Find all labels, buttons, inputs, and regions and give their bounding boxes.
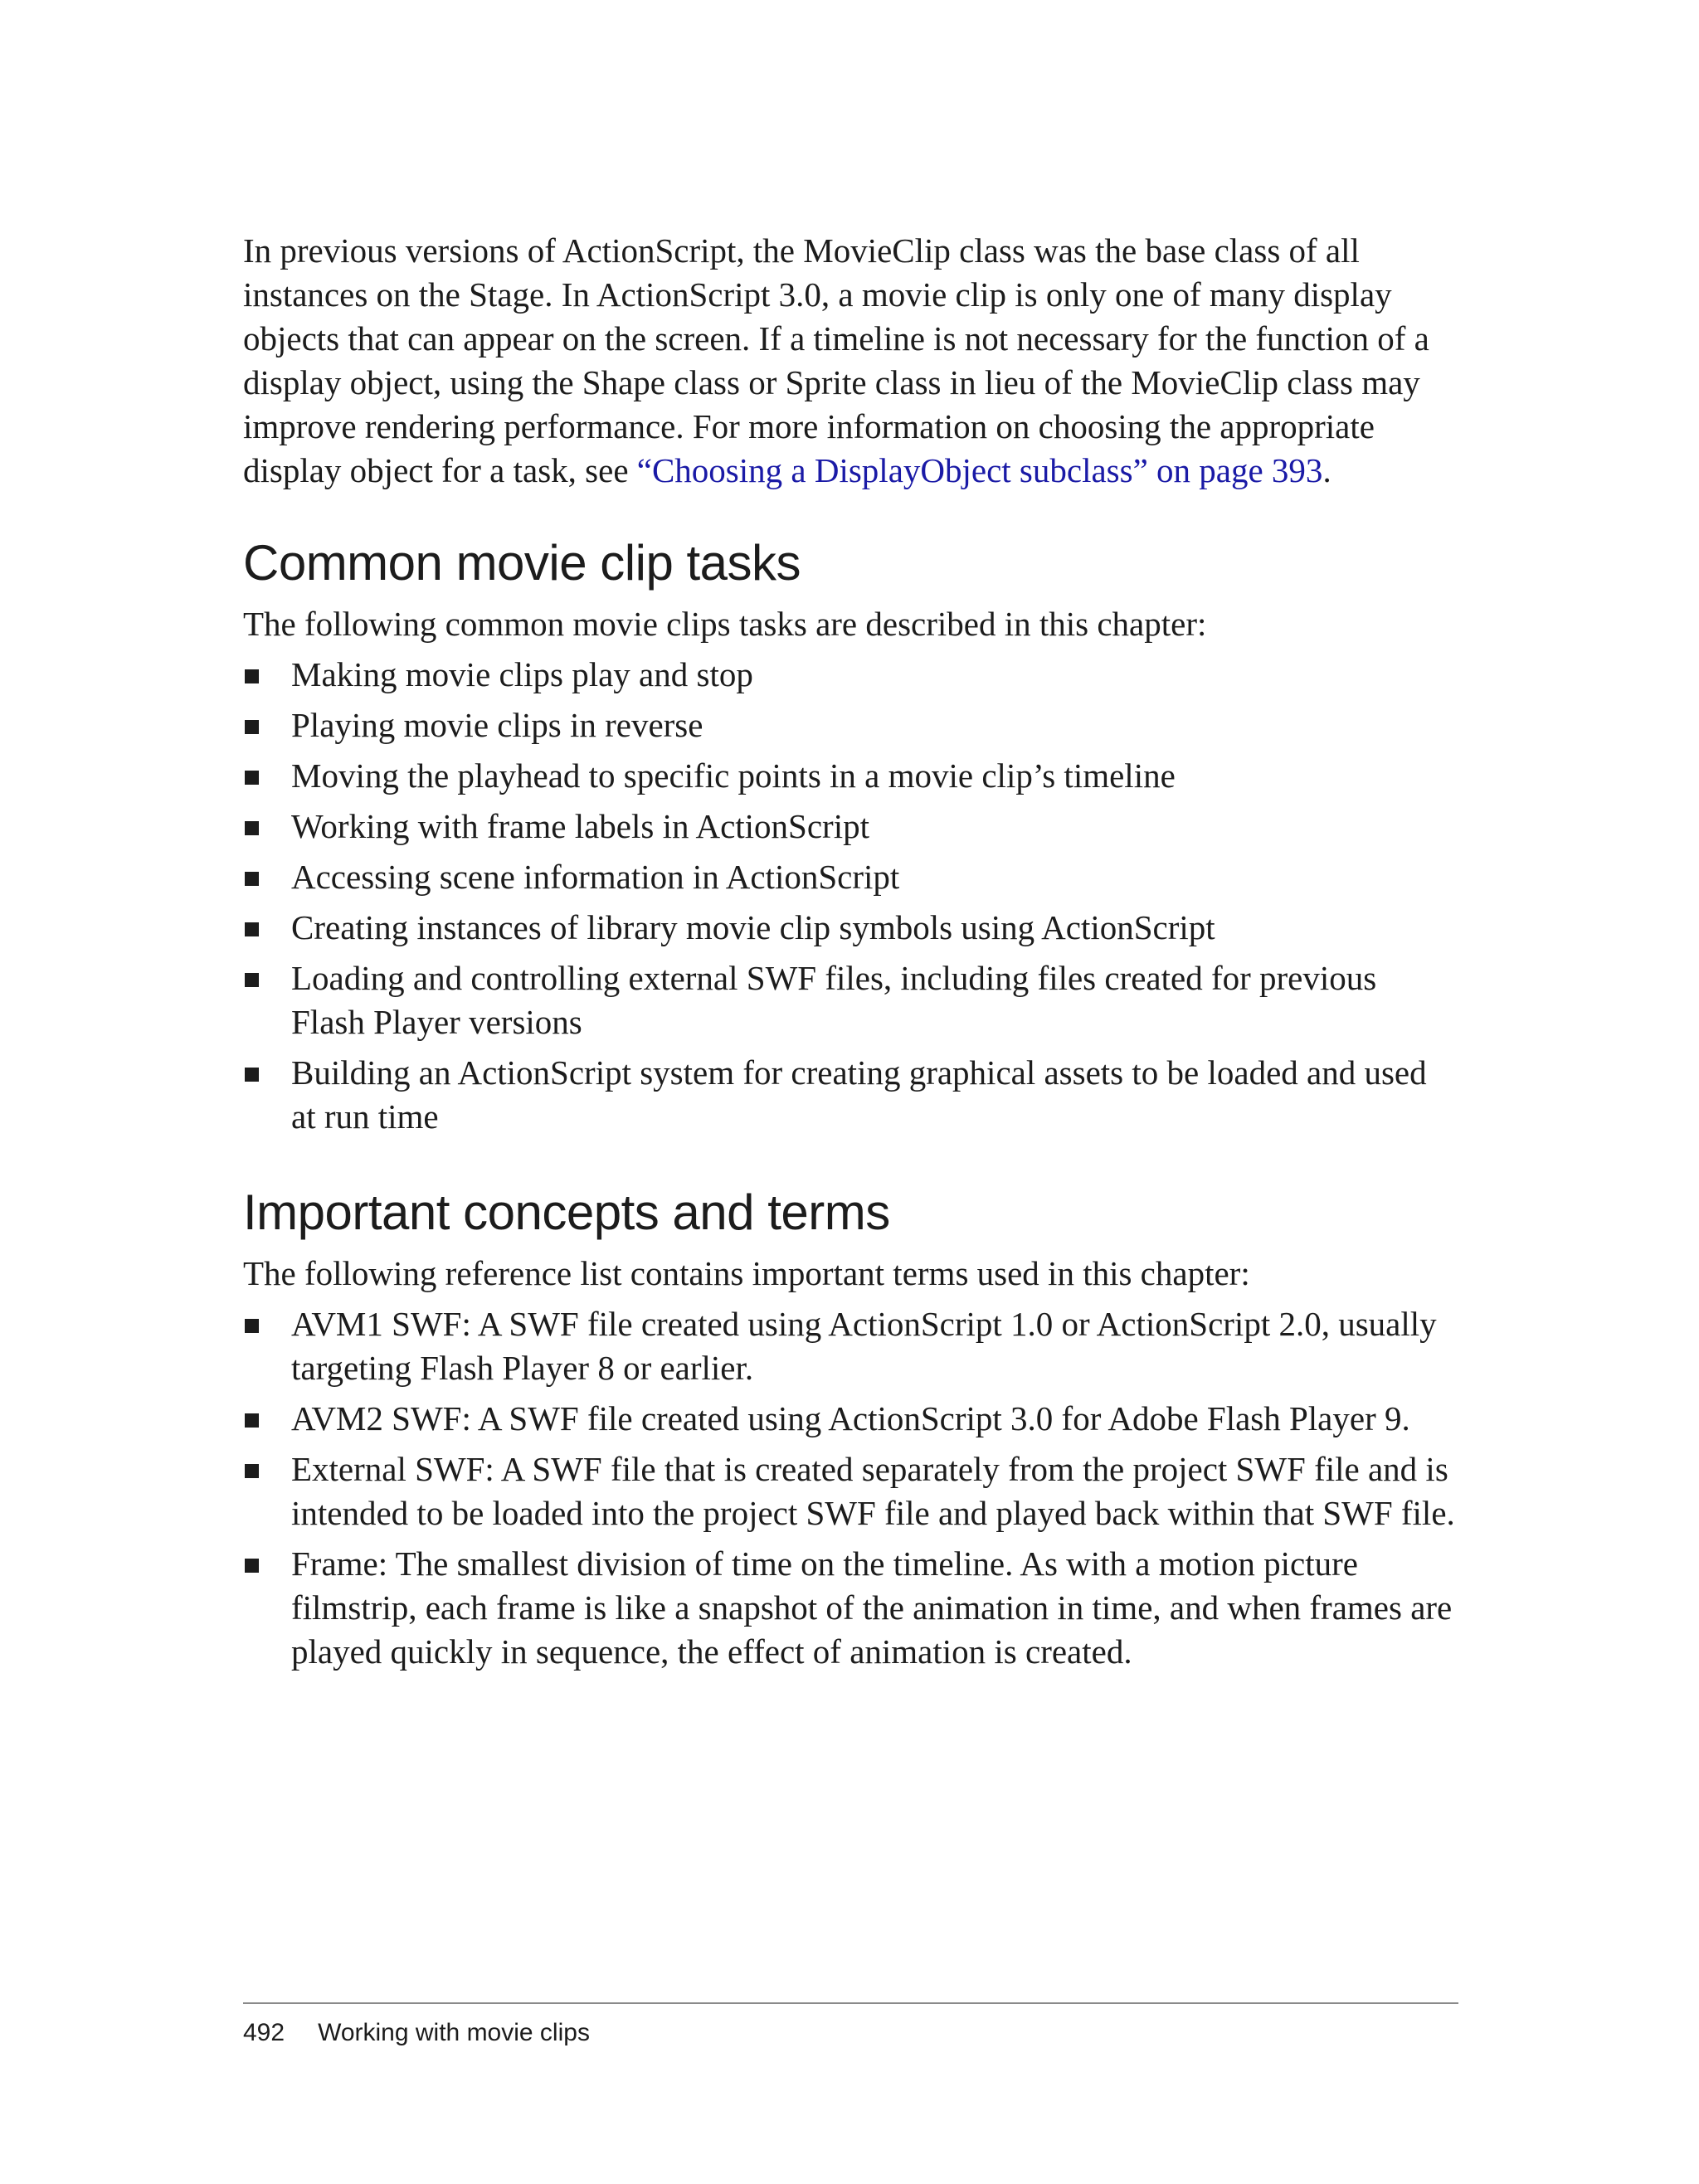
page-number: 492 (243, 2019, 285, 2046)
terms-list (243, 1302, 1456, 1674)
intro-text: In previous versions of ActionScript, the MovieClip class was the base class of all instances on the Stage. In ActionScript 3.0, a movie clip is only one of many display objects that can appear on the screen. If a timeline is not necessary for the function of a display object, using the Shape class or Sprite class in lieu of the MovieClip class may improve rendering performance. For more information on choosing the appropriate display object for a task, see (243, 231, 1429, 489)
list-item: AVM1 SWF: A SWF file created using ActionScript 1.0 or ActionScript 2.0, usually targeting Flash Player 8 or earlier. (243, 1302, 1456, 1390)
square-bullet-icon (245, 669, 259, 683)
square-bullet-icon (245, 973, 259, 987)
list-item: Working with frame labels in ActionScript (243, 805, 1456, 849)
list-item: Creating instances of library movie clip symbols using ActionScript (243, 906, 1456, 950)
footer-divider (243, 2002, 1458, 2004)
list-item: Making movie clips play and stop (243, 653, 1456, 697)
tasks-list (243, 653, 1456, 1139)
list-item: Playing movie clips in reverse (243, 703, 1456, 747)
list-item: AVM2 SWF: A SWF file created using ActionScript 3.0 for Adobe Flash Player 9. (243, 1397, 1456, 1441)
square-bullet-icon (245, 1319, 259, 1333)
list-item: Frame: The smallest division of time on the timeline. As with a motion picture filmstrip, each frame is like a snapshot of the animation in time, and when frames are played quickly in sequence, the effect of animation is created. (243, 1542, 1456, 1674)
list-item: External SWF: A SWF file that is created separately from the project SWF file and is intended to be loaded into the project SWF file and played back within that SWF file. (243, 1447, 1456, 1535)
list-item: Moving the playhead to specific points in a movie clip’s timeline (243, 754, 1456, 798)
chapter-title: Working with movie clips (318, 2019, 590, 2046)
square-bullet-icon (245, 1413, 259, 1428)
list-item: Accessing scene information in ActionScript (243, 855, 1456, 899)
heading-concepts-terms: Important concepts and terms (243, 1184, 890, 1240)
square-bullet-icon (245, 872, 259, 886)
intro-paragraph (243, 229, 1456, 493)
square-bullet-icon (245, 821, 259, 835)
intro-end: . (1322, 451, 1331, 489)
square-bullet-icon (245, 720, 259, 734)
terms-lead: The following reference list contains important terms used in this chapter: (243, 1254, 1250, 1292)
page-footer (243, 2016, 590, 2050)
square-bullet-icon (245, 1559, 259, 1573)
square-bullet-icon (245, 1464, 259, 1478)
square-bullet-icon (245, 1068, 259, 1082)
heading-common-tasks: Common movie clip tasks (243, 535, 801, 591)
tasks-lead: The following common movie clips tasks are described in this chapter: (243, 605, 1207, 643)
square-bullet-icon (245, 922, 259, 936)
list-item: Loading and controlling external SWF files, including files created for previous Flash Player versions (243, 956, 1456, 1044)
list-item: Building an ActionScript system for creating graphical assets to be loaded and used at run time (243, 1051, 1456, 1139)
page-content (243, 229, 1456, 1681)
square-bullet-icon (245, 771, 259, 785)
cross-reference-link[interactable]: “Choosing a DisplayObject subclass” on page 393 (636, 451, 1323, 489)
